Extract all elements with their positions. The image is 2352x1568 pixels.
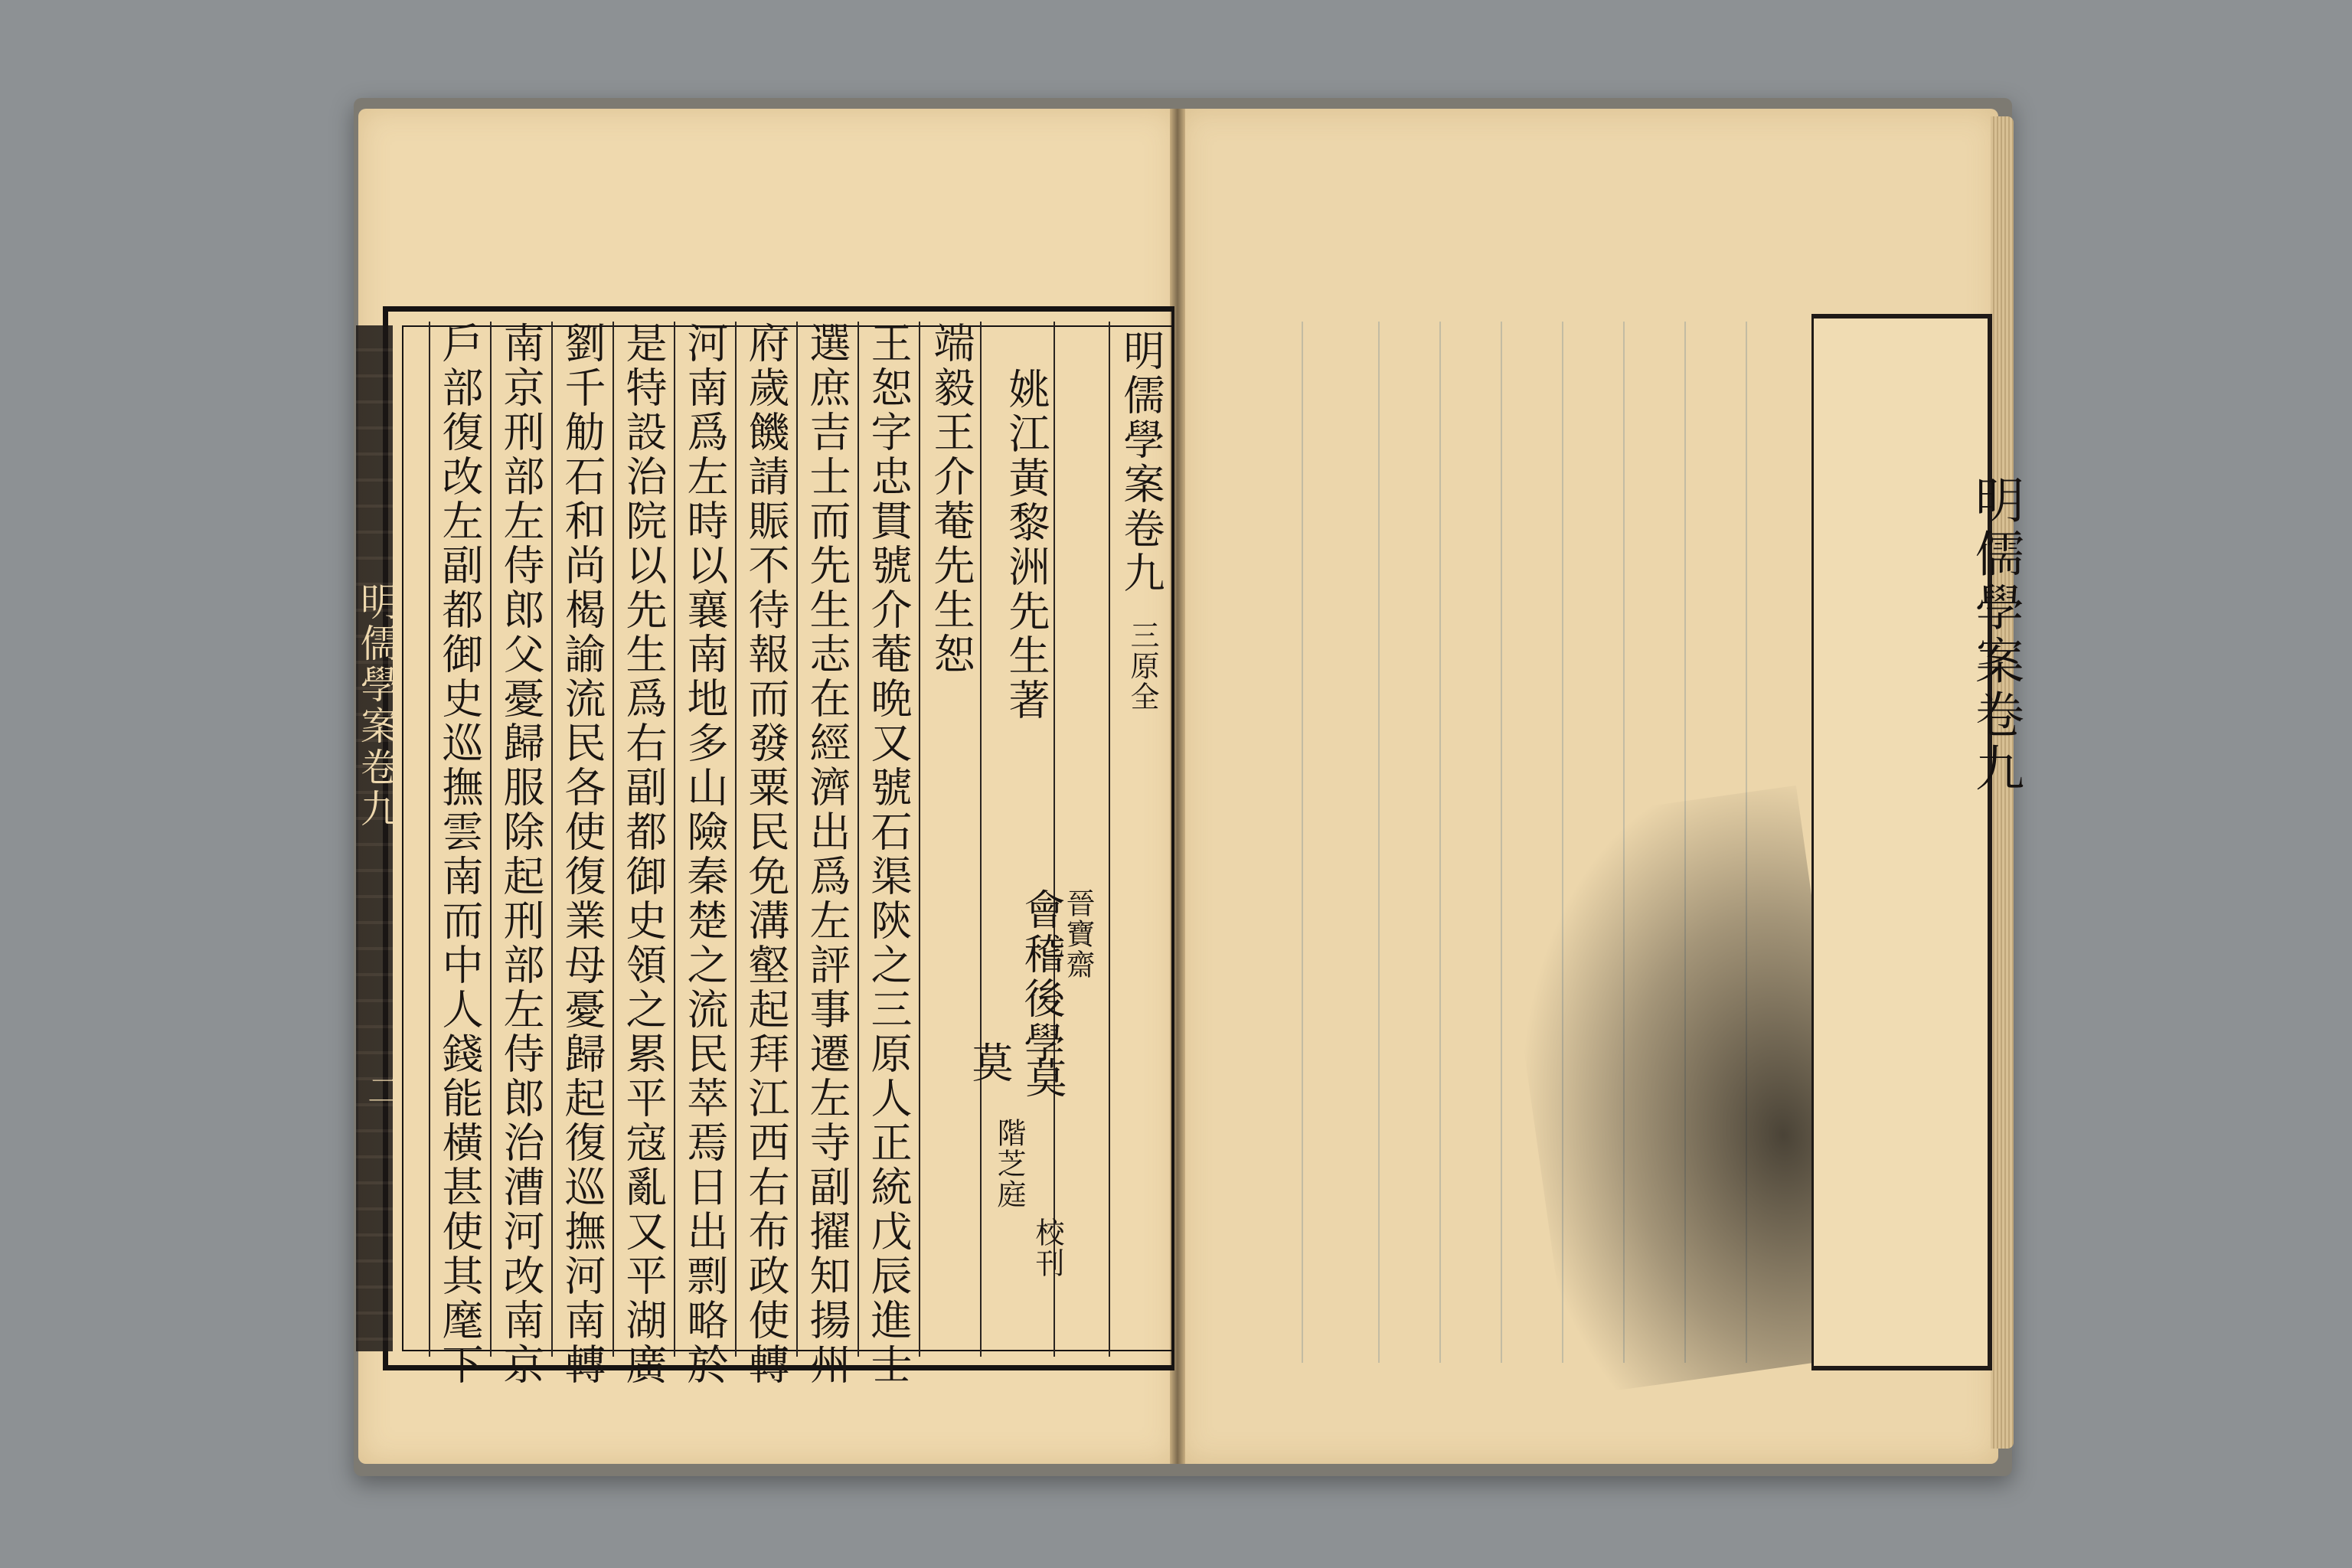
editor-name-1: 晉寶齋 (1061, 888, 1095, 980)
body-column-2: 選庶吉士而先生志在經濟出爲左評事遷左寺副擢知揚州 (803, 322, 851, 1387)
page-number: 二 (362, 1072, 403, 1110)
column-rule (490, 322, 492, 1357)
editor-name-2: 階芝庭 (992, 1118, 1026, 1210)
column-rule (1109, 322, 1110, 1357)
editor-surname-2: 莫 (965, 1041, 1014, 1086)
column-rule (919, 322, 920, 1357)
column-rule (858, 322, 859, 1357)
body-column-8: 戶部復改左副都御史巡撫雲南而中人錢能橫甚使其麾下 (436, 322, 484, 1387)
edge-label: 明儒學案卷九 (1967, 475, 2024, 796)
editor-line-1: 會稽後學 (1018, 888, 1066, 1066)
edition-note: 三原全 (1125, 620, 1159, 712)
column-rule (980, 322, 982, 1357)
body-column-5: 是特設治院以先生爲右副都御史領之累平寇亂又平湖廣 (619, 322, 668, 1387)
fishtail-column (356, 325, 393, 1351)
body-column-6: 劉千觔石和尚楬諭流民各使復業母憂歸起復巡撫河南轉 (558, 322, 606, 1387)
column-rule (1054, 322, 1055, 1357)
body-column-1: 王恕字忠貫號介菴晩又號石渠陝之三原人正統戊辰進士 (864, 322, 913, 1387)
editors-suffix: 校刊 (1031, 1217, 1064, 1279)
ghost-rule (1302, 322, 1303, 1363)
editor-surname-1: 莫 (1019, 1057, 1067, 1101)
ghost-rule (1378, 322, 1380, 1363)
author-line: 姚江黃黎洲先生著 (1002, 368, 1050, 723)
column-rule (796, 322, 798, 1357)
body-column-7: 南京刑部左侍郎父憂歸服除起刑部左侍郎治漕河改南京 (497, 322, 545, 1387)
title-column: 明儒學案卷九 (1117, 329, 1165, 596)
ghost-rule (1439, 322, 1441, 1363)
section-heading: 端毅王介菴先生恕 (927, 322, 975, 677)
column-rule (612, 322, 614, 1357)
column-rule (551, 322, 553, 1357)
body-column-3: 府歲饑請賑不待報而發粟民免溝壑起拜江西右布政使轉 (742, 322, 790, 1387)
body-column-4: 河南爲左時以襄南地多山險秦楚之流民萃焉日出剽略於 (681, 322, 729, 1387)
fishtail-label: 明儒學案卷九 (354, 582, 399, 830)
column-rule (429, 322, 430, 1357)
column-rule (735, 322, 737, 1357)
right-frame (1811, 314, 1992, 1370)
column-rule (674, 322, 675, 1357)
